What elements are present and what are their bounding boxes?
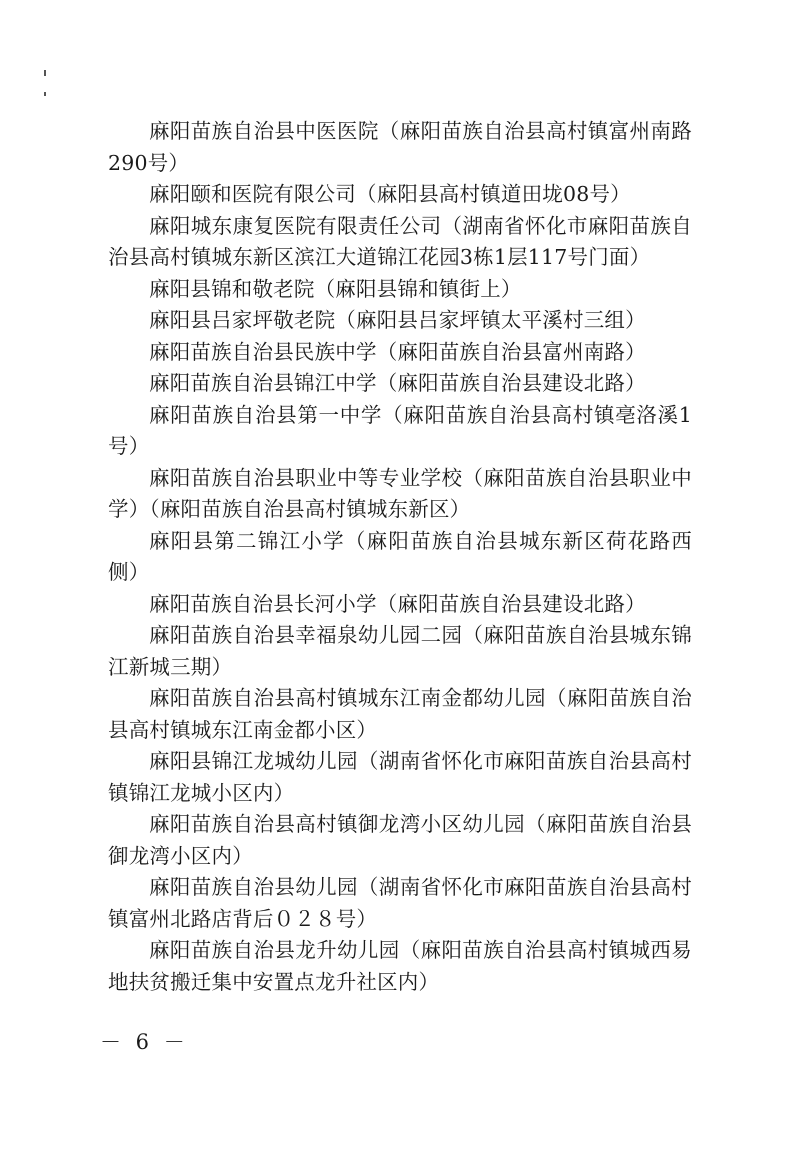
list-item: 麻阳县锦江龙城幼儿园（湖南省怀化市麻阳苗族自治县高村镇锦江龙城小区内）: [108, 749, 692, 805]
list-item: 麻阳苗族自治县幼儿园（湖南省怀化市麻阳苗族自治县高村镇富州北路店背后０２８号）: [108, 875, 692, 931]
list-item: 麻阳苗族自治县中医医院（麻阳苗族自治县高村镇富州南路290号）: [108, 119, 692, 175]
list-item: 麻阳苗族自治县长河小学（麻阳苗族自治县建设北路）: [149, 591, 646, 616]
page-number: － 6 －: [100, 1030, 189, 1054]
institution-list: [108, 116, 692, 998]
scan-mark: [44, 92, 46, 96]
list-item: 麻阳县第二锦江小学（麻阳苗族自治县城东新区荷花路西侧）: [108, 528, 692, 584]
list-item: 麻阳苗族自治县锦江中学（麻阳苗族自治县建设北路）: [149, 371, 646, 395]
list-item: 麻阳苗族自治县第一中学（麻阳苗族自治县高村镇亳洛溪1号）: [108, 402, 692, 458]
list-item: 麻阳颐和医院有限公司（麻阳县高村镇道田垅08号）: [149, 182, 631, 206]
list-item: 麻阳苗族自治县民族中学（麻阳苗族自治县富州南路）: [149, 339, 646, 364]
scan-mark: [44, 70, 46, 76]
list-item: 麻阳城东康复医院有限责任公司（湖南省怀化市麻阳苗族自治县高村镇城东新区滨江大道锦江花园3栋1层117号门面）: [108, 213, 692, 269]
list-item: 麻阳苗族自治县龙升幼儿园（麻阳苗族自治县高村镇城西易地扶贫搬迁集中安置点龙升社区内）: [108, 938, 692, 994]
list-item: 麻阳县吕家坪敬老院（麻阳县吕家坪镇太平溪村三组）: [149, 308, 646, 332]
list-item: 麻阳苗族自治县高村镇城东江南金都幼儿园（麻阳苗族自治县高村镇城东江南金都小区）: [108, 686, 692, 742]
list-item: 麻阳县锦和敬老院（麻阳县锦和镇街上）: [149, 276, 522, 301]
list-item: 麻阳苗族自治县职业中等专业学校（麻阳苗族自治县职业中学）（麻阳苗族自治县高村镇城东新区）: [108, 465, 692, 521]
list-item: 麻阳苗族自治县幸福泉幼儿园二园（麻阳苗族自治县城东锦江新城三期）: [108, 623, 692, 679]
list-item: 麻阳苗族自治县高村镇御龙湾小区幼儿园（麻阳苗族自治县御龙湾小区内）: [108, 812, 692, 868]
